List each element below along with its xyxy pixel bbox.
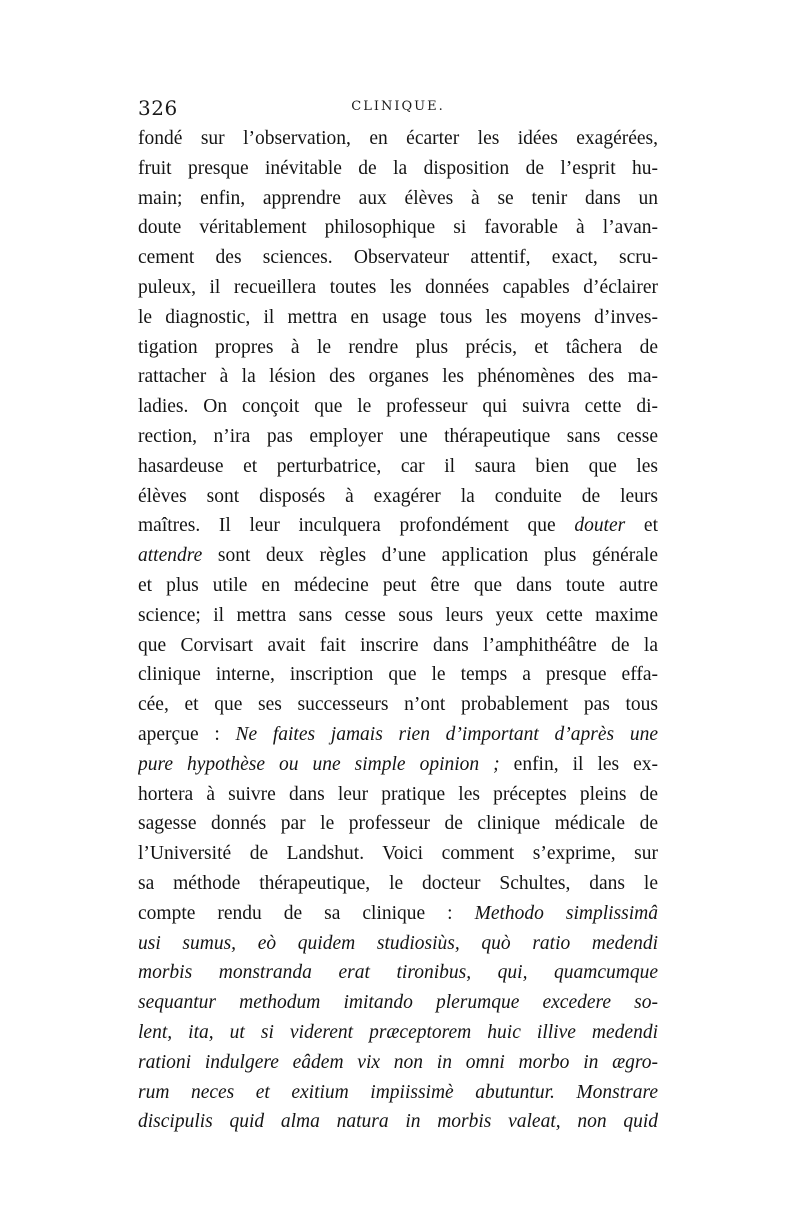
text-line	[138, 660, 658, 690]
text-line	[138, 631, 658, 661]
text-segment: rection, n’ira pas employer une thérapeutique sans cesse	[138, 425, 658, 447]
text-line	[138, 809, 658, 839]
text-segment: compte rendu de sa clinique :	[138, 902, 475, 924]
text-line	[138, 392, 658, 422]
italic-text: douter	[574, 515, 626, 537]
italic-text: pure hypothèse ou une simple opinion ;	[138, 753, 500, 775]
italic-text: sequantur methodum imitando plerumque excedere so-	[138, 992, 658, 1014]
text-segment: ladies. On conçoit que le professeur qui suivra cette di-	[138, 396, 658, 418]
text-segment: sa méthode thérapeutique, le docteur Schultes, dans le	[138, 872, 658, 894]
body-text	[138, 124, 658, 1137]
text-line	[138, 988, 658, 1018]
text-line	[138, 601, 658, 631]
text-segment: puleux, il recueillera toutes les données capables d’éclairer	[138, 276, 658, 298]
text-segment: hasardeuse et perturbatrice, car il saura bien que les	[138, 455, 658, 477]
text-line	[138, 1107, 658, 1137]
page-header	[138, 96, 658, 120]
text-segment: et	[625, 515, 658, 537]
text-line	[138, 482, 658, 512]
text-line	[138, 511, 658, 541]
text-line	[138, 839, 658, 869]
text-line	[138, 273, 658, 303]
text-line	[138, 184, 658, 214]
text-line	[138, 452, 658, 482]
text-line	[138, 541, 658, 571]
text-segment: fondé sur l’observation, en écarter les idées exagérées,	[138, 128, 658, 149]
text-line	[138, 1048, 658, 1078]
text-segment: sagesse donnés par le professeur de clinique médicale de	[138, 813, 658, 835]
italic-text: Ne faites jamais rien d’important d’après une	[235, 723, 658, 745]
text-segment: cée, et que ses successeurs n’ont probablement pas tous	[138, 694, 658, 716]
text-segment: l’Université de Landshut. Voici comment s’exprime, sur	[138, 843, 658, 865]
text-segment: sont deux règles d’une application plus générale	[202, 545, 658, 567]
italic-text: rationi indulgere eâdem vix non in omni morbo in ægro-	[138, 1051, 658, 1073]
text-segment: science; il mettra sans cesse sous leurs yeux cette maxime	[138, 604, 658, 626]
text-line	[138, 213, 658, 243]
text-line	[138, 690, 658, 720]
text-line	[138, 243, 658, 273]
text-line	[138, 899, 658, 929]
text-segment: clinique interne, inscription que le temps a presque effa-	[138, 664, 658, 686]
text-line	[138, 1078, 658, 1108]
text-line	[138, 303, 658, 333]
text-segment: aperçue :	[138, 723, 236, 745]
text-line	[138, 869, 658, 899]
text-line	[138, 720, 658, 750]
italic-text: Methodo simplissimâ	[474, 902, 658, 924]
text-segment: le diagnostic, il mettra en usage tous les moyens d’inves-	[138, 306, 658, 328]
text-line	[138, 958, 658, 988]
text-segment: tigation propres à le rendre plus précis, et tâchera de	[138, 336, 658, 358]
text-segment: rattacher à la lésion des organes les phénomènes des ma-	[138, 366, 658, 388]
text-segment: enfin, il les ex-	[499, 753, 658, 775]
text-segment: main; enfin, apprendre aux élèves à se tenir dans un	[138, 187, 658, 209]
text-line	[138, 154, 658, 184]
italic-text: usi sumus, eò quidem studiosiùs, quò ratio medendi	[138, 932, 658, 954]
page-number: 326	[138, 96, 178, 120]
text-line	[138, 929, 658, 959]
text-line	[138, 124, 658, 154]
italic-text: lent, ita, ut si viderent præceptorem huic illive medendi	[138, 1021, 658, 1043]
running-title: CLINIQUE.	[351, 99, 445, 114]
italic-text: discipulis quid alma natura in morbis valeat, non quid	[138, 1111, 658, 1133]
italic-text: rum neces et exitium impiissimè abutuntur. Monstrare	[138, 1081, 658, 1103]
text-line	[138, 750, 658, 780]
text-line	[138, 333, 658, 363]
text-segment: hortera à suivre dans leur pratique les préceptes pleins de	[138, 783, 658, 805]
text-line	[138, 362, 658, 392]
text-segment: cement des sciences. Observateur attentif, exact, scru-	[138, 247, 658, 269]
italic-text: morbis monstranda erat tironibus, qui, quamcumque	[138, 962, 658, 984]
text-segment: doute véritablement philosophique si favorable à l’avan-	[138, 217, 658, 239]
text-segment: maîtres. Il leur inculquera profondément que	[138, 515, 575, 537]
text-line	[138, 571, 658, 601]
text-segment: et plus utile en médecine peut être que dans toute autre	[138, 574, 658, 596]
text-line	[138, 1018, 658, 1048]
text-segment: que Corvisart avait fait inscrire dans l’amphithéâtre de la	[138, 634, 658, 656]
italic-text: attendre	[138, 545, 203, 567]
text-segment: fruit presque inévitable de la disposition de l’esprit hu-	[138, 157, 658, 179]
text-line	[138, 422, 658, 452]
text-line	[138, 780, 658, 810]
text-segment: élèves sont disposés à exagérer la conduite de leurs	[138, 485, 658, 507]
